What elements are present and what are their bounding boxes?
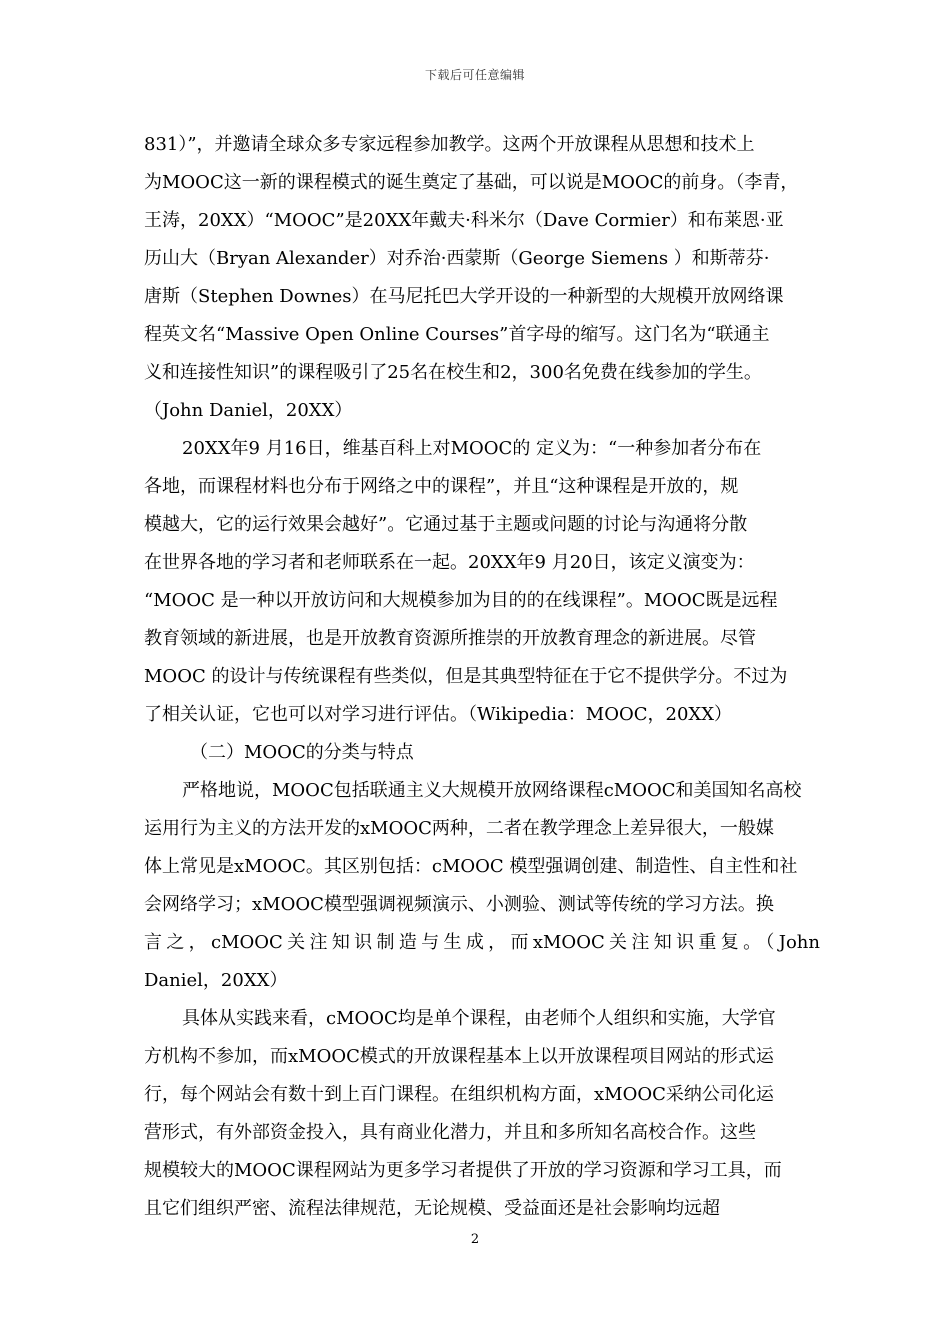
text-line: “MOOC 是一种以开放访问和大规模参加为目的的在线课程”。MOOC既是远程 xyxy=(144,590,778,611)
text-line-justified: 言之，cMOOC关注知识制造与生成，而xMOOC关注知识重复。（John xyxy=(144,932,820,953)
paragraph-first-line: 具体从实践来看，cMOOC均是单个课程，由老师个人组织和实施，大学官 xyxy=(182,1008,776,1029)
text-line: 为MOOC这一新的课程模式的诞生奠定了基础，可以说是MOOC的前身。（李青， xyxy=(144,172,799,193)
text-line: 在世界各地的学习者和老师联系在一起。20XX年9 月20日，该定义演变为： xyxy=(144,552,755,573)
text-line: 规模较大的MOOC课程网站为更多学习者提供了开放的学习资源和学习工具，而 xyxy=(144,1160,782,1181)
text-line: 程英文名“Massive Open Online Courses”首字母的缩写。这门名为“联通主 xyxy=(144,324,770,345)
text-line: 会网络学习；xMOOC模型强调视频演示、小测验、测试等传统的学习方法。换 xyxy=(144,894,774,915)
page-number: 2 xyxy=(470,1232,480,1247)
text-line: 各地，而课程材料也分布于网络之中的课程”，并且“这种课程是开放的，规 xyxy=(144,476,739,497)
text-line: 方机构不参加，而xMOOC模式的开放课程基本上以开放课程项目网站的形式运 xyxy=(144,1046,774,1067)
text-line: 了相关认证，它也可以对学习进行评估。（Wikipedia：MOOC，20XX） xyxy=(144,704,733,725)
paragraph-first-line: 严格地说，MOOC包括联通主义大规模开放网络课程cMOOC和美国知名高校 xyxy=(182,780,802,801)
text-line: Daniel，20XX） xyxy=(144,970,288,991)
text-line: （John Daniel，20XX） xyxy=(144,400,353,421)
text-line: 唐斯（Stephen Downes）在马尼托巴大学开设的一种新型的大规模开放网络课 xyxy=(144,286,784,307)
text-line: 运用行为主义的方法开发的xMOOC两种，二者在教学理念上差异很大，一般媒 xyxy=(144,818,774,839)
text-line: 王涛，20XX）“MOOC”是20XX年戴夫·科米尔（Dave Cormier）和布莱恩·亚 xyxy=(144,210,784,231)
text-line: 历山大（Bryan Alexander）对乔治·西蒙斯（George Siemens ）和斯蒂芬· xyxy=(144,248,770,269)
text-line: 义和连接性知识”的课程吸引了25名在校生和2，300名免费在线参加的学生。 xyxy=(144,362,762,383)
body-text xyxy=(144,126,820,1228)
text-line: 且它们组织严密、流程法律规范，无论规模、受益面还是社会影响均远超 xyxy=(144,1198,720,1219)
text-line: 教育领域的新进展，也是开放教育资源所推崇的开放教育理念的新进展。尽管 xyxy=(144,628,756,649)
text-line: 模越大，它的运行效果会越好”。它通过基于主题或问题的讨论与沟通将分散 xyxy=(144,514,748,535)
page-header: 下载后可任意编辑 xyxy=(424,68,525,82)
text-line: 行，每个网站会有数十到上百门课程。在组织机构方面，xMOOC采纳公司化运 xyxy=(144,1084,774,1105)
section-heading: （二）MOOC的分类与特点 xyxy=(190,742,414,763)
text-line: 体上常见是xMOOC。其区别包括：cMOOC 模型强调创建、制造性、自主性和社 xyxy=(144,856,798,877)
paragraph-first-line: 20XX年9 月16日，维基百科上对MOOC的 定义为：“一种参加者分布在 xyxy=(182,438,762,459)
text-line: MOOC 的设计与传统课程有些类似，但是其典型特征在于它不提供学分。不过为 xyxy=(144,666,788,687)
text-line: 831）”，并邀请全球众多专家远程参加教学。这两个开放课程从思想和技术上 xyxy=(144,134,755,155)
text-line: 营形式，有外部资金投入，具有商业化潜力，并且和多所知名高校合作。这些 xyxy=(144,1122,756,1143)
